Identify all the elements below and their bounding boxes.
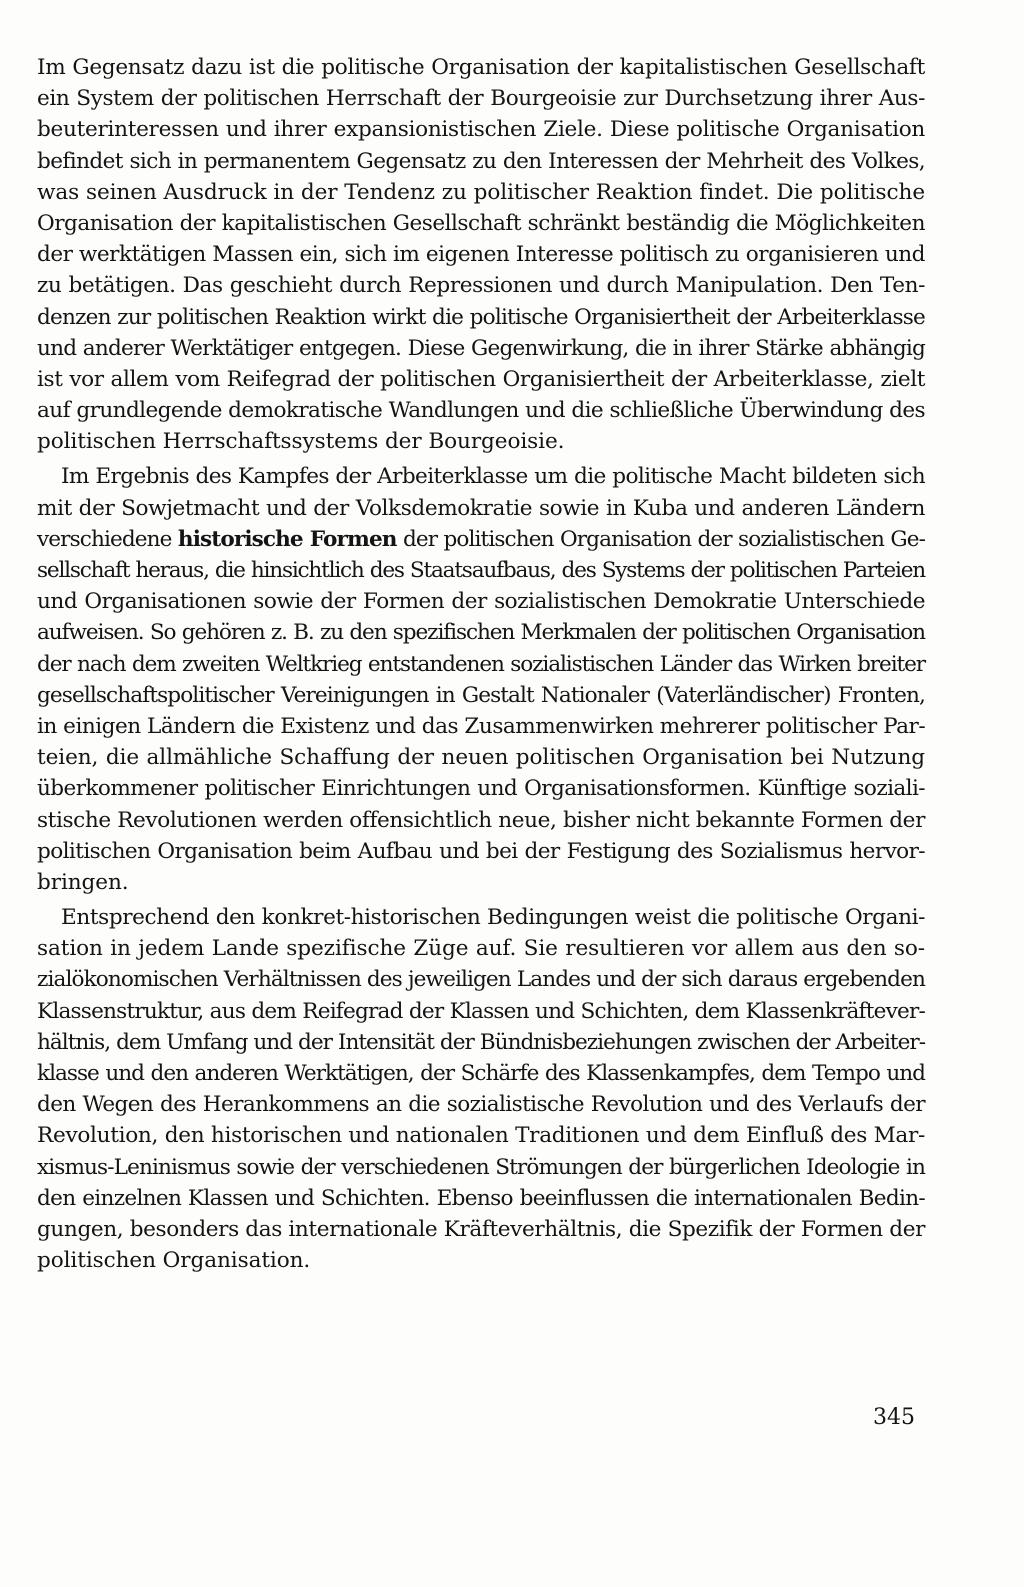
text-line: ein System der politischen Herrschaft der Bourgeoisie zur Durchsetzung ihrer Aus- <box>37 86 925 112</box>
text-line: Im Ergebnis des Kampfes der Arbeiterklasse um die politische Macht bildeten sich <box>61 464 925 490</box>
text-line: Im Gegensatz dazu ist die politische Organisation der kapitalistischen Gesellschaft <box>37 55 925 80</box>
text-line: Revolution, den historischen und nationalen Traditionen und dem Einfluß des Mar- <box>37 1123 925 1149</box>
text-line: teien, die allmähliche Schaffung der neuen politischen Organisation bei Nutzung <box>37 745 925 771</box>
page-number: 345 <box>873 1405 915 1430</box>
text-line: politischen Organisation beim Aufbau und bei der Festigung des Sozialismus hervor- <box>37 838 925 864</box>
text-line: sation in jedem Lande spezifische Züge auf. Sie resultieren vor allem aus den so- <box>37 936 925 962</box>
body-text <box>37 52 925 1276</box>
text-line: den Wegen des Herankommens an die sozialistische Revolution und des Verlaufs der <box>37 1092 925 1118</box>
text-line: klasse und den anderen Werktätigen, der Schärfe des Klassenkampfes, dem Tempo und <box>37 1061 925 1086</box>
text-line: befindet sich in permanentem Gegensatz zu den Interessen der Mehrheit des Volkes, <box>37 148 925 174</box>
text-line: sellschaft heraus, die hinsichtlich des Staatsaufbaus, des Systems der politischen Parteien <box>37 558 925 583</box>
text-line: stische Revolutionen werden offensichtlich neue, bisher nicht bekannte Formen der <box>37 807 925 833</box>
paragraph-2 <box>37 461 925 898</box>
text-line: politischen Herrschaftssystems der Bourgeoisie. <box>37 429 565 455</box>
text-line: mit der Sowjetmacht und der Volksdemokratie sowie in Kuba und anderen Ländern <box>37 495 925 521</box>
text-line: der nach dem zweiten Weltkrieg entstandenen sozialistischen Länder das Wirken breiter <box>37 651 925 677</box>
text-line: bringen. <box>37 869 129 895</box>
text-line: xismus-Leninismus sowie der verschiedenen Strömungen der bürgerlichen Ideologie in <box>37 1154 925 1180</box>
text-line: und anderer Werktätiger entgegen. Diese Gegenwirkung, die in ihrer Stärke abhängig <box>37 335 925 361</box>
text-fragment: verschiedene <box>37 526 178 552</box>
text-line: ist vor allem vom Reifegrad der politischen Organisiertheit der Arbeiterklasse, zielt <box>37 366 925 392</box>
text-line: denzen zur politischen Reaktion wirkt die politische Organisiertheit der Arbeiterklasse <box>37 304 925 330</box>
text-line: Klassenstruktur, aus dem Reifegrad der Klassen und Schichten, dem Klassenkräftever- <box>37 998 925 1024</box>
text-line: was seinen Ausdruck in der Tendenz zu politischer Reaktion findet. Die politische <box>37 179 925 205</box>
text-line: und Organisationen sowie der Formen der sozialistischen Demokratie Unterschiede <box>37 589 925 615</box>
text-line: gesellschaftspolitischer Vereinigungen in Gestalt Nationaler (Vaterländischer) Fronten, <box>37 682 925 708</box>
text-line-with-emphasis <box>37 524 925 555</box>
text-fragment: der politischen Organisation der sozialistischen Ge- <box>396 526 925 552</box>
emphasis-historische-formen: historische Formen <box>177 526 397 552</box>
text-line: Organisation der kapitalistischen Gesellschaft schränkt beständig die Möglichkeiten <box>37 210 925 236</box>
text-line: auf grundlegende demokratische Wandlungen und die schließliche Überwindung des <box>37 398 925 424</box>
text-line: zialökonomischen Verhältnissen des jeweiligen Landes und der sich daraus ergebenden <box>37 967 925 993</box>
text-line: der werktätigen Massen ein, sich im eigenen Interesse politisch zu organisieren und <box>37 242 925 268</box>
paragraph-3 <box>37 902 925 1276</box>
paragraph-1 <box>37 52 925 457</box>
text-line: gungen, besonders das internationale Kräfteverhältnis, die Spezifik der Formen der <box>37 1216 925 1242</box>
text-line: Entsprechend den konkret-historischen Bedingungen weist die politische Organi- <box>61 905 925 931</box>
text-line: politischen Organisation. <box>37 1248 311 1274</box>
text-line: überkommener politischer Einrichtungen und Organisationsformen. Künftige soziali- <box>37 776 925 802</box>
text-line: beuterinteressen und ihrer expansionistischen Ziele. Diese politische Organisation <box>37 117 925 143</box>
text-line: in einigen Ländern die Existenz und das Zusammenwirken mehrerer politischer Par- <box>37 713 926 739</box>
text-line: aufweisen. So gehören z. B. zu den spezifischen Merkmalen der politischen Organisation <box>37 620 925 646</box>
text-line: hältnis, dem Umfang und der Intensität der Bündnisbeziehungen zwischen der Arbeiter- <box>37 1029 925 1055</box>
text-line: den einzelnen Klassen und Schichten. Ebenso beeinflussen die internationalen Bedin- <box>37 1185 925 1211</box>
text-line: zu betätigen. Das geschieht durch Repressionen und durch Manipulation. Den Ten- <box>37 273 925 299</box>
